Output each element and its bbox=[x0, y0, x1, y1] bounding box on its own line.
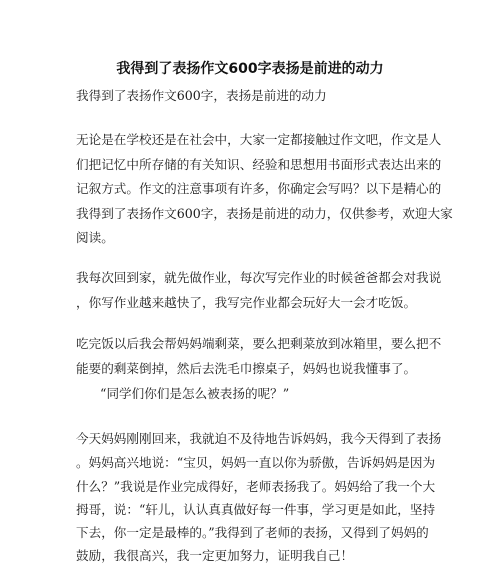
paragraph-line: 鼓励，我很高兴，我一定更加努力，证明我自己！ bbox=[76, 548, 354, 563]
paragraph-line: 记叙方式。作文的注意事项有许多，你确定会写吗？以下是精心的 bbox=[76, 181, 442, 196]
paragraph-line: 什么？”我说是作业完成得好，老师表扬我了。妈妈给了我一个大 bbox=[76, 479, 436, 494]
quote-line: “同学们你们是怎么被表扬的呢？” bbox=[100, 386, 290, 401]
paragraph-line: 们把记忆中所存储的有关知识、经验和思想用书面形式表达出来的 bbox=[76, 157, 442, 172]
article-title: 我得到了表扬作文600字表扬是前进的动力 bbox=[116, 61, 384, 77]
paragraph-line: 阅读。 bbox=[76, 230, 114, 245]
paragraph-line: 我每次回到家，就先做作业，每次写完作业的时候爸爸都会对我说 bbox=[76, 270, 442, 285]
paragraph-line: 能要的剩菜倒掉，然后去洗毛巾擦桌子，妈妈也说我懂事了。 bbox=[76, 361, 417, 376]
paragraph-line: 下去，你一定是最棒的。”我得到了老师的表扬，又得到了妈妈的 bbox=[76, 525, 429, 540]
paragraph-line: ，你写作业越来越快了，我写完作业都会玩好大一会才吃饭。 bbox=[76, 295, 417, 310]
paragraph-line: 吃完饭以后我会帮妈妈端剩菜，要么把剩菜放到冰箱里，要么把不 bbox=[76, 336, 442, 351]
paragraph-line: 今天妈妈刚刚回来，我就迫不及待地告诉妈妈，我今天得到了表扬 bbox=[76, 431, 442, 446]
article-subtitle: 我得到了表扬作文600字，表扬是前进的动力 bbox=[76, 88, 327, 103]
paragraph-line: 。妈妈高兴地说：“宝贝，妈妈一直以你为骄傲，告诉妈妈是因为 bbox=[76, 455, 436, 470]
paragraph-line: 我得到了表扬作文600字，表扬是前进的动力，仅供参考，欢迎大家 bbox=[76, 206, 453, 221]
paragraph-line: 拇哥，说：“轩儿，认认真真做好每一件事，学习更是如此，坚持 bbox=[76, 502, 436, 517]
paragraph-line: 无论是在学校还是在社会中，大家一定都接触过作文吧，作文是人 bbox=[76, 132, 442, 147]
